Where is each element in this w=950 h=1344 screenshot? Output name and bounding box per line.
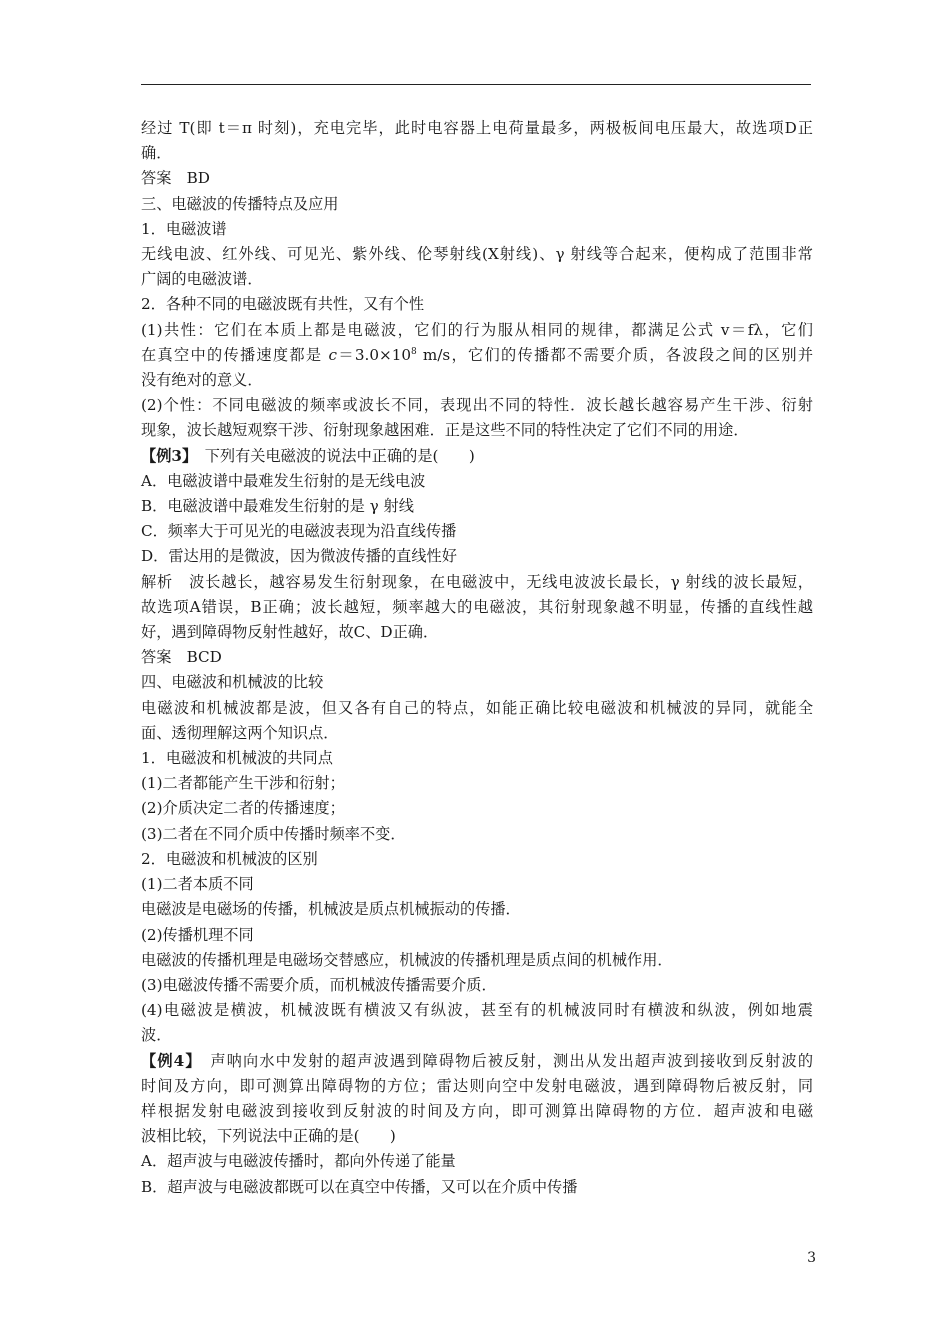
text-line: B．电磁波谱中最难发生衍射的是 γ 射线 [141, 497, 414, 516]
text-line: 2．电磁波和机械波的区别 [141, 849, 318, 868]
example3-text: 下列有关电磁波的说法中正确的是( ) [189, 446, 475, 465]
example3-label: 【例3】 [141, 446, 190, 465]
text-line: 2．各种不同的电磁波既有共性，又有个性 [141, 295, 425, 314]
text-fragment: m/s，它们的传播都不需要介质，各波段之间的区别并 [416, 345, 814, 364]
text-line: (1)共性：它们在本质上都是电磁波，它们的行为服从相同的规律，都满足公式 v＝fλ，它们 [141, 320, 813, 339]
text-fragment: c [328, 345, 338, 364]
text-line: 电磁波的传播机理是电磁场交替感应，机械波的传播机理是质点间的机械作用． [141, 950, 673, 969]
text-line: 确． [141, 144, 172, 163]
text-line: 电磁波和机械波都是波，但又各有自己的特点，如能正确比较电磁波和机械波的异同，就能全 [141, 698, 813, 717]
text-line: A．超声波与电磁波传播时，都向外传递了能量 [141, 1152, 456, 1171]
text-line: (2)个性：不同电磁波的频率或波长不同，表现出不同的特性．波长越长越容易产生干涉、衍射 [141, 396, 813, 415]
text-line: 答案 BCD [141, 648, 222, 667]
text-line: A．电磁波谱中最难发生衍射的是无线电波 [141, 471, 426, 490]
text-line: (4)电磁波是横波，机械波既有横波又有纵波，甚至有的机械波同时有横波和纵波，例如地震 [141, 1001, 813, 1020]
text-line: 故选项A错误，B正确；波长越短，频率越大的电磁波，其衍射现象越不明显，传播的直线性越 [141, 597, 813, 616]
text-fragment: ＝3.0×10 [337, 345, 412, 364]
text-line: 四、电磁波和机械波的比较 [141, 673, 324, 692]
text-line: 1．电磁波和机械波的共同点 [141, 749, 333, 768]
text-line: 样根据发射电磁波到接收到反射波的时间及方向，即可测算出障碍物的方位．超声波和电磁 [141, 1101, 813, 1120]
text-line: 现象，波长越短观察干涉、衍射现象越困难．正是这些不同的特性决定了它们不同的用途． [141, 421, 749, 440]
text-line: 无线电波、红外线、可见光、紫外线、伦琴射线(X射线)、γ 射线等合起来，便构成了范围非常 [141, 245, 813, 264]
text-fragment: 8 [411, 346, 417, 357]
text-line: 三、电磁波的传播特点及应用 [141, 194, 339, 213]
page-number: 3 [807, 1250, 816, 1266]
text-line: 电磁波是电磁场的传播，机械波是质点机械振动的传播． [141, 900, 521, 919]
text-line: (1)二者都能产生干涉和衍射； [141, 774, 345, 793]
text-line: (2)介质决定二者的传播速度； [141, 799, 345, 818]
header-rule [141, 84, 811, 85]
text-fragment: 在真空中的传播速度都是 [141, 345, 329, 364]
text-line: 好，遇到障碍物反射性越好，故C、D正确． [141, 623, 439, 642]
example3-question [141, 444, 813, 469]
speed-of-light-line [141, 343, 813, 368]
text-line: 波． [141, 1026, 172, 1045]
text-line: 时间及方向，即可测算出障碍物的方位；雷达则向空中发射电磁波，遇到障碍物后被反射，同 [141, 1076, 813, 1095]
text-line: D．雷达用的是微波，因为微波传播的直线性好 [141, 547, 457, 566]
text-line: 波相比较，下列说法中正确的是( ) [141, 1127, 396, 1146]
example4-question [141, 1049, 813, 1074]
example4-text: 声呐向水中发射的超声波遇到障碍物后被反射，测出从发出超声波到接收到反射波的 [194, 1051, 814, 1070]
page-body [141, 116, 813, 1200]
text-line: (1)二者本质不同 [141, 875, 254, 894]
text-line: 广阔的电磁波谱． [141, 270, 263, 289]
text-line: 面、透彻理解这两个知识点． [141, 723, 339, 742]
text-line: 答案 BD [141, 169, 210, 188]
text-line: 经过 T(即 t＝π 时刻)，充电完毕，此时电容器上电荷量最多，两极板间电压最大，故选项D正 [141, 119, 813, 137]
text-line: (2)传播机理不同 [141, 925, 254, 944]
text-line: C．频率大于可见光的电磁波表现为沿直线传播 [141, 522, 457, 541]
text-line: (3)二者在不同介质中传播时频率不变． [141, 824, 406, 843]
text-line: 解析 波长越长，越容易发生衍射现象，在电磁波中，无线电波波长最长，γ 射线的波长最短， [141, 572, 813, 591]
example4-label: 【例4】 [141, 1051, 195, 1070]
text-line: (3)电磁波传播不需要介质，而机械波传播需要介质． [141, 975, 497, 994]
text-line: 1．电磁波谱 [141, 219, 227, 238]
text-line: B．超声波与电磁波都既可以在真空中传播，又可以在介质中传播 [141, 1177, 578, 1196]
text-line: 没有绝对的意义． [141, 371, 263, 390]
